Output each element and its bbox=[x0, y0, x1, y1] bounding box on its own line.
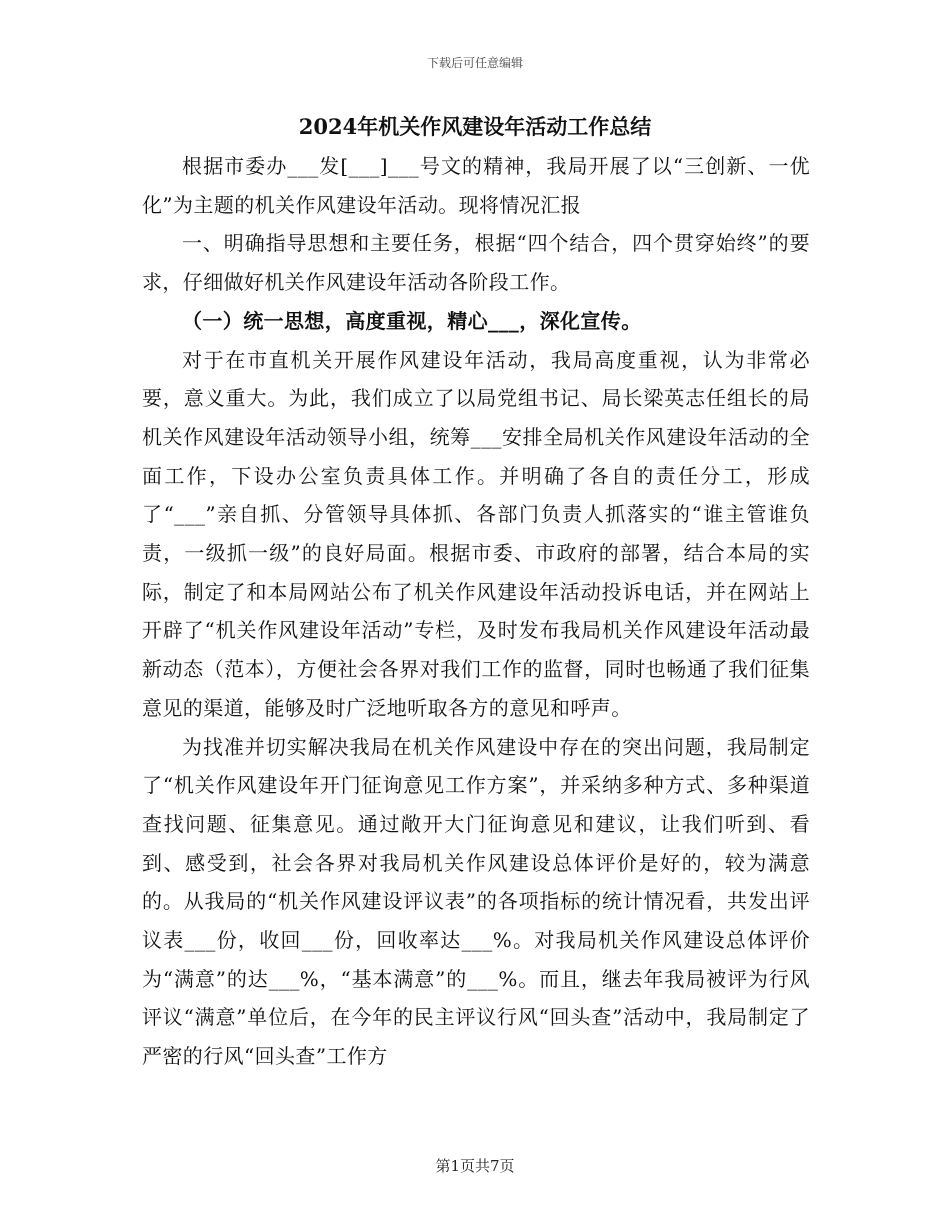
paragraph-intro: 根据市委办___发[___]___号文的精神，我局开展了以“三创新、一优化”为主题的机关作风建设年活动。现将情况汇报 bbox=[142, 154, 810, 217]
page-footer: 第1页共7页 bbox=[435, 1157, 515, 1175]
subheading-one: （一）统一思想，高度重视，精心___，深化宣传。 bbox=[182, 308, 642, 333]
header-note: 下载后可任意编辑 bbox=[426, 56, 523, 70]
paragraph-section-one: 一、明确指导思想和主要任务，根据“四个结合，四个贯穿始终”的要求，仔细做好机关作风建设年活动各阶段工作。 bbox=[142, 231, 810, 295]
document-body bbox=[142, 147, 810, 1076]
document-title: 2024年机关作风建设年活动工作总结 bbox=[298, 114, 652, 139]
paragraph-body-1: 对于在市直机关开展作风建设年活动，我局高度重视，认为非常必要，意义重大。为此，我们成立了以局党组书记、局长梁英志任组长的局机关作风建设年活动领导小组，统筹___安排全局机关作风建设年活动的全面工作，下设办公室负责具体工作。并明确了各自的责任分工，形成了“___”亲自抓、分管领导具体抓、各部门负责人抓落实的“谁主管谁负责，一级抓一级”的良好局面。根据市委、市政府的部署，结合本局的实际，制定了和本局网站公布了机关作风建设年活动投诉电话，并在网站上开辟了“机关作风建设年活动”专栏，及时发布我局机关作风建设年活动最新动态（范本），方便社会各界对我们工作的监督，同时也畅通了我们征集意见的渠道，能够及时广泛地听取各方的意见和呼声。 bbox=[142, 347, 810, 720]
paragraph-body-2: 为找准并切实解决我局在机关作风建设中存在的突出问题，我局制定了“机关作风建设年开门征询意见工作方案”，并采纳多种方式、多种渠道查找问题、征集意见。通过敞开大门征询意见和建议，让我们听到、看到、感受到，社会各界对我局机关作风建设总体评价是好的，较为满意的。从我局的“机关作风建设评议表”的各项指标的统计情况看，共发出评议表___份，收回___份，回收率达___%。对我局机关作风建设总体评价为“满意”的达___%，“基本满意”的___%。而且，继去年我局被评为行风评议“满意”单位后，在今年的民主评议行风“回头查”活动中，我局制定了严密的行风“回头查”工作方 bbox=[142, 734, 810, 1069]
